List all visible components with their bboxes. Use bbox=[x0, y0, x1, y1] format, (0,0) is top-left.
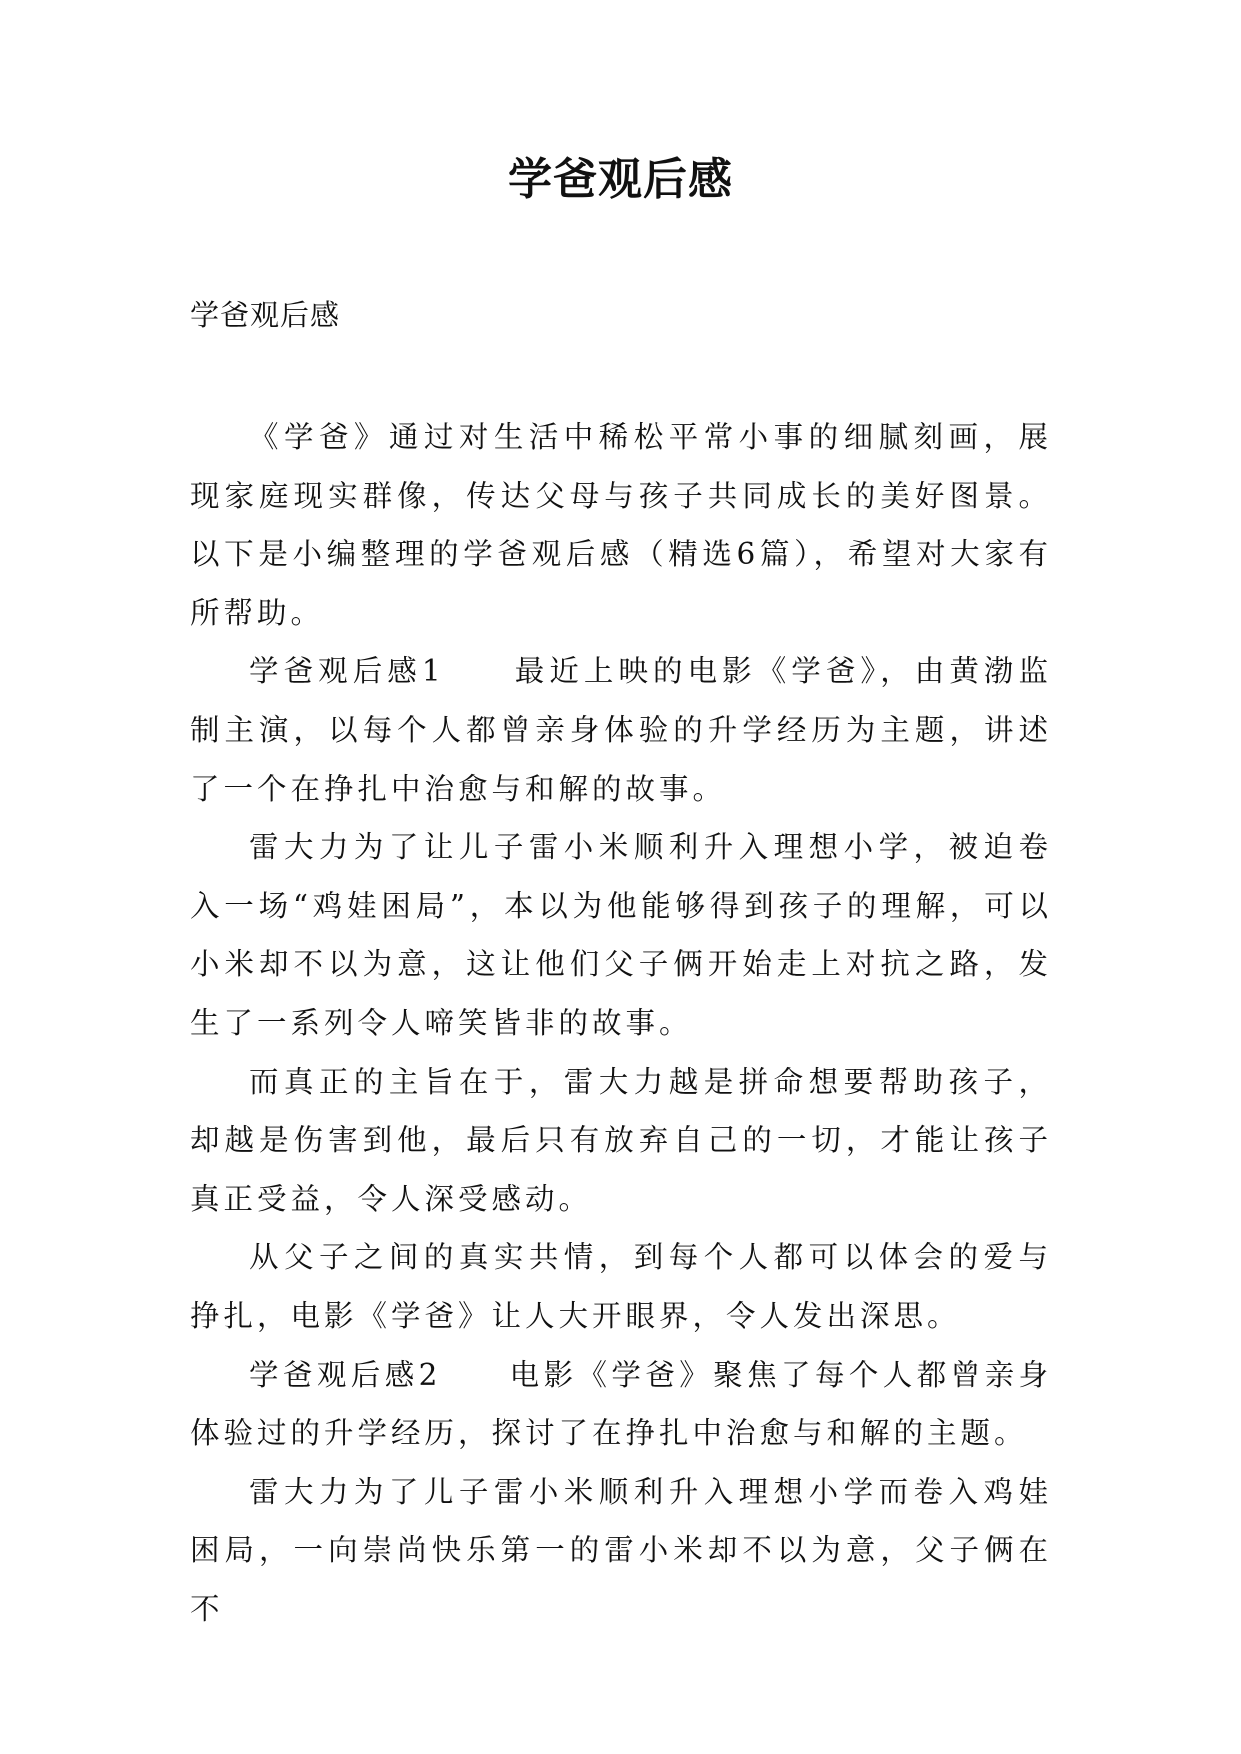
body-paragraph: 从父子之间的真实共情，到每个人都可以体会的爱与挣扎，电影《学爸》让人大开眼界，令人发出深思。 bbox=[190, 1240, 1052, 1333]
document-body bbox=[190, 408, 1052, 1638]
body-paragraph: 学爸观后感2 电影《学爸》聚焦了每个人都曾亲身体验过的升学经历，探讨了在挣扎中治愈与和解的主题。 bbox=[190, 1357, 1052, 1451]
body-paragraph: 而真正的主旨在于，雷大力越是拼命想要帮助孩子，却越是伤害到他，最后只有放弃自己的一切，才能让孩子真正受益，令人深受感动。 bbox=[190, 1064, 1052, 1216]
document-title: 学爸观后感 bbox=[508, 154, 733, 205]
body-paragraph: 雷大力为了儿子雷小米顺利升入理想小学而卷入鸡娃困局，一向崇尚快乐第一的雷小米却不以为意，父子俩在不 bbox=[190, 1474, 1052, 1626]
document-subtitle: 学爸观后感 bbox=[190, 298, 341, 332]
body-paragraph: 雷大力为了让儿子雷小米顺利升入理想小学，被迫卷入一场“鸡娃困局”，本以为他能够得到孩子的理解，可以小米却不以为意，这让他们父子俩开始走上对抗之路，发生了一系列令人啼笑皆非的故事。 bbox=[190, 830, 1052, 1040]
body-paragraph: 学爸观后感1 最近上映的电影《学爸》，由黄渤监制主演，以每个人都曾亲身体验的升学经历为主题，讲述了一个在挣扎中治愈与和解的故事。 bbox=[190, 654, 1052, 806]
body-paragraph: 《学爸》通过对生活中稀松平常小事的细腻刻画，展现家庭现实群像，传达父母与孩子共同成长的美好图景。以下是小编整理的学爸观后感（精选6篇），希望对大家有所帮助。 bbox=[190, 420, 1052, 630]
